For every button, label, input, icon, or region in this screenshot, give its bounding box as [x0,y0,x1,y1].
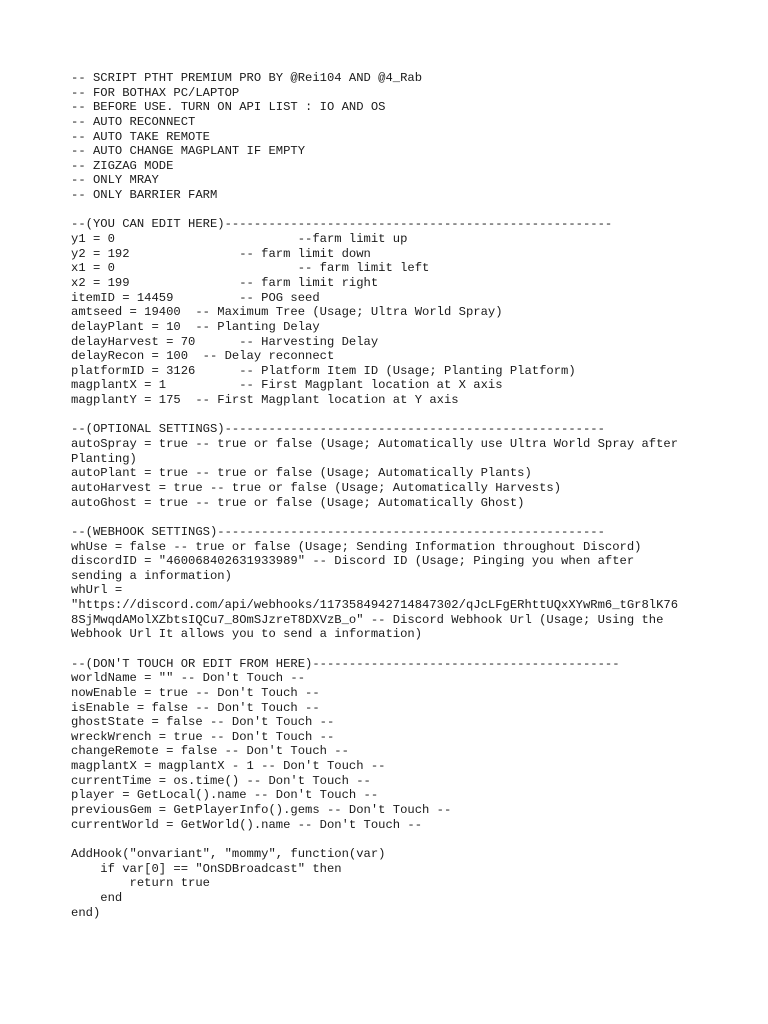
code-document [71,71,711,920]
code-line: currentWorld = GetWorld().name -- Don't Touch -- [71,817,423,832]
code-line: magplantY = 175 -- First Magplant location at Y axis [71,393,459,408]
code-line: whUrl = [71,583,123,598]
code-line: autoPlant = true -- true or false (Usage; Automatically Plants) [71,466,532,481]
code-line: AddHook("onvariant", "mommy", function(var) [71,846,386,861]
code-line: currentTime = os.time() -- Don't Touch -- [71,773,371,788]
code-line: return true [71,876,210,891]
section-header: --(OPTIONAL SETTINGS)---------------------------------------------------- [71,422,605,437]
blank-line [71,408,711,423]
code-line: 8SjMwqdAMolXZbtsIQCu7_8OmSJzreT8DXVzB_o" -- Discord Webhook Url (Usage; Using the [71,612,664,627]
code-line: changeRemote = false -- Don't Touch -- [71,744,349,759]
code-line: -- AUTO RECONNECT [71,114,196,129]
code-line: end) [71,905,101,920]
blank-line [71,203,711,218]
code-line: x2 = 199 -- farm limit right [71,275,379,290]
code-line: -- ONLY MRAY [71,173,159,188]
code-line: autoGhost = true -- true or false (Usage; Automatically Ghost) [71,495,525,510]
code-line: x1 = 0 -- farm limit left [71,261,430,276]
code-line: end [71,890,123,905]
code-line: worldName = "" -- Don't Touch -- [71,671,306,686]
code-line: whUse = false -- true or false (Usage; Sending Information throughout Discord) [71,539,642,554]
code-line: -- AUTO CHANGE MAGPLANT IF EMPTY [71,144,306,159]
code-line: -- FOR BOTHAX PC/LAPTOP [71,85,240,100]
section-header: --(YOU CAN EDIT HERE)----------------------------------------------------- [71,217,613,232]
code-line: delayHarvest = 70 -- Harvesting Delay [71,334,379,349]
code-line: discordID = "460068402631933989" -- Discord ID (Usage; Pinging you when after [71,554,635,569]
code-line: -- BEFORE USE. TURN ON API LIST : IO AND OS [71,100,386,115]
code-line: sending a information) [71,568,232,583]
code-line: player = GetLocal().name -- Don't Touch -- [71,788,379,803]
code-line: "https://discord.com/api/webhooks/1173584942714847302/qJcLFgERhttUQxXYwRm6_tGr8lK76 [71,598,679,613]
code-line: -- ZIGZAG MODE [71,158,174,173]
section-header: --(DON'T TOUCH OR EDIT FROM HERE)------------------------------------------ [71,656,620,671]
code-line: platformID = 3126 -- Platform Item ID (Usage; Planting Platform) [71,363,576,378]
code-line: autoHarvest = true -- true or false (Usage; Automatically Harvests) [71,480,562,495]
code-line: itemID = 14459 -- POG seed [71,290,320,305]
code-line: isEnable = false -- Don't Touch -- [71,700,320,715]
code-line: previousGem = GetPlayerInfo().gems -- Don't Touch -- [71,803,452,818]
code-line: Planting) [71,451,137,466]
code-line: nowEnable = true -- Don't Touch -- [71,685,320,700]
code-line: -- SCRIPT PTHT PREMIUM PRO BY @Rei104 AND @4_Rab [71,71,423,85]
code-line: magplantX = magplantX - 1 -- Don't Touch -- [71,759,386,774]
code-line: -- ONLY BARRIER FARM [71,188,218,203]
code-line: delayRecon = 100 -- Delay reconnect [71,349,335,364]
code-line: amtseed = 19400 -- Maximum Tree (Usage; Ultra World Spray) [71,305,503,320]
code-line: delayPlant = 10 -- Planting Delay [71,319,320,334]
section-header: --(WEBHOOK SETTINGS)----------------------------------------------------- [71,524,605,539]
code-line: magplantX = 1 -- First Magplant location at X axis [71,378,503,393]
code-line: autoSpray = true -- true or false (Usage; Automatically use Ultra World Spray after [71,437,679,452]
code-line: y2 = 192 -- farm limit down [71,246,371,261]
code-line: -- AUTO TAKE REMOTE [71,129,210,144]
code-line: ghostState = false -- Don't Touch -- [71,715,335,730]
code-line: y1 = 0 --farm limit up [71,232,408,247]
blank-line [71,510,711,525]
code-line: if var[0] == "OnSDBroadcast" then [71,861,342,876]
code-line: wreckWrench = true -- Don't Touch -- [71,729,335,744]
blank-line [71,832,711,847]
code-line: Webhook Url It allows you to send a information) [71,627,423,642]
blank-line [71,642,711,657]
